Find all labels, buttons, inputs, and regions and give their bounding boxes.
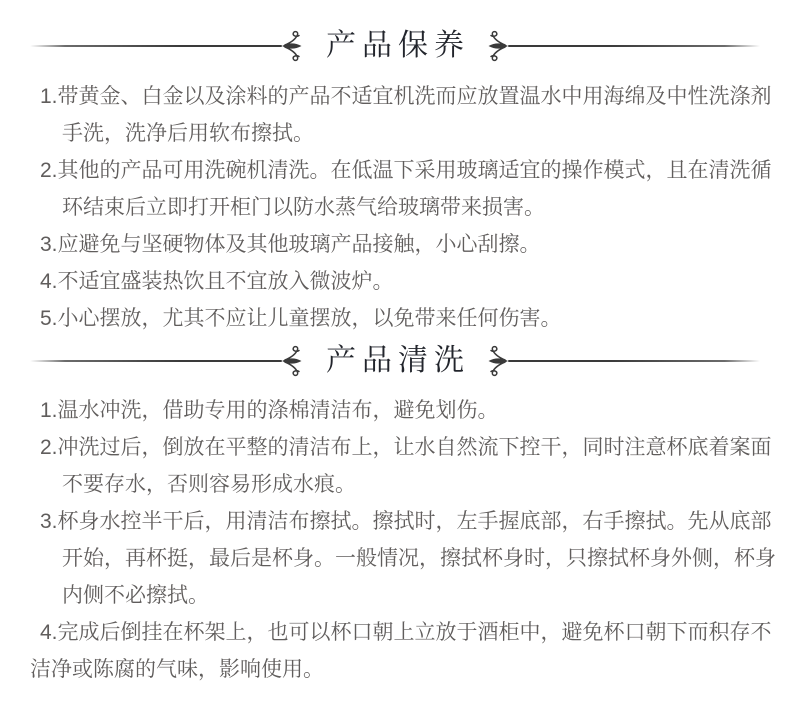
fleuron-ornament-icon <box>482 29 508 63</box>
cleaning-section-title: 产品清洗 <box>326 344 470 377</box>
list-item <box>40 392 762 429</box>
text-line: 2.其他的产品可用洗碗机清洗。在低温下采用玻璃适宜的操作模式，且在清洗循 <box>40 159 772 182</box>
text-line: 环结束后立即打开柜门以防水蒸气给玻璃带来损害。 <box>62 196 545 219</box>
fleuron-ornament-icon <box>482 344 508 378</box>
list-item <box>40 263 762 300</box>
text-line: 3.杯身水控半干后，用清洁布擦拭。擦拭时，左手握底部，右手擦拭。先从底部 <box>40 510 772 533</box>
text-line: 4.完成后倒挂在杯架上，也可以杯口朝上立放于酒柜中，避免杯口朝下而积存不 <box>40 621 772 644</box>
text-line: 洁净或陈腐的气味，影响使用。 <box>30 658 324 681</box>
list-item <box>40 78 772 152</box>
text-line: 1.带黄金、白金以及涂料的产品不适宜机洗而应放置温水中用海绵及中性洗涤剂 <box>40 85 772 108</box>
divider-line-right <box>508 360 760 362</box>
text-line: 4.不适宜盛装热饮且不宜放入微波炉。 <box>40 270 394 293</box>
list-item <box>40 300 762 337</box>
text-line: 内侧不必擦拭。 <box>62 584 209 607</box>
list-item <box>40 152 772 226</box>
fleuron-ornament-icon <box>282 344 308 378</box>
divider-line-left <box>30 360 282 362</box>
fleuron-ornament-icon <box>282 29 308 63</box>
list-item <box>30 614 772 688</box>
care-instructions-list <box>40 78 772 337</box>
text-line: 1.温水冲洗，借助专用的涤棉清洁布，避免划伤。 <box>40 399 499 422</box>
divider-line-right <box>508 45 760 47</box>
text-line: 手洗，洗净后用软布擦拭。 <box>62 122 314 145</box>
text-line: 不要存水，否则容易形成水痕。 <box>62 473 356 496</box>
cleaning-instructions-list <box>30 392 776 688</box>
text-line: 3.应避免与坚硬物体及其他玻璃产品接触，小心刮擦。 <box>40 233 541 256</box>
text-line: 开始，再杯挺，最后是杯身。一般情况，擦拭杯身时，只擦拭杯身外侧，杯身 <box>62 547 776 570</box>
section-header-care <box>0 27 790 65</box>
list-item <box>40 429 772 503</box>
list-item <box>40 503 776 614</box>
list-item <box>40 226 762 263</box>
care-section-title: 产品保养 <box>326 29 470 62</box>
text-line: 5.小心摆放，尤其不应让儿童摆放，以免带来任何伤害。 <box>40 307 562 330</box>
text-line: 2.冲洗过后，倒放在平整的清洁布上，让水自然流下控干，同时注意杯底着案面 <box>40 436 772 459</box>
divider-line-left <box>30 45 282 47</box>
section-header-cleaning <box>0 342 790 380</box>
